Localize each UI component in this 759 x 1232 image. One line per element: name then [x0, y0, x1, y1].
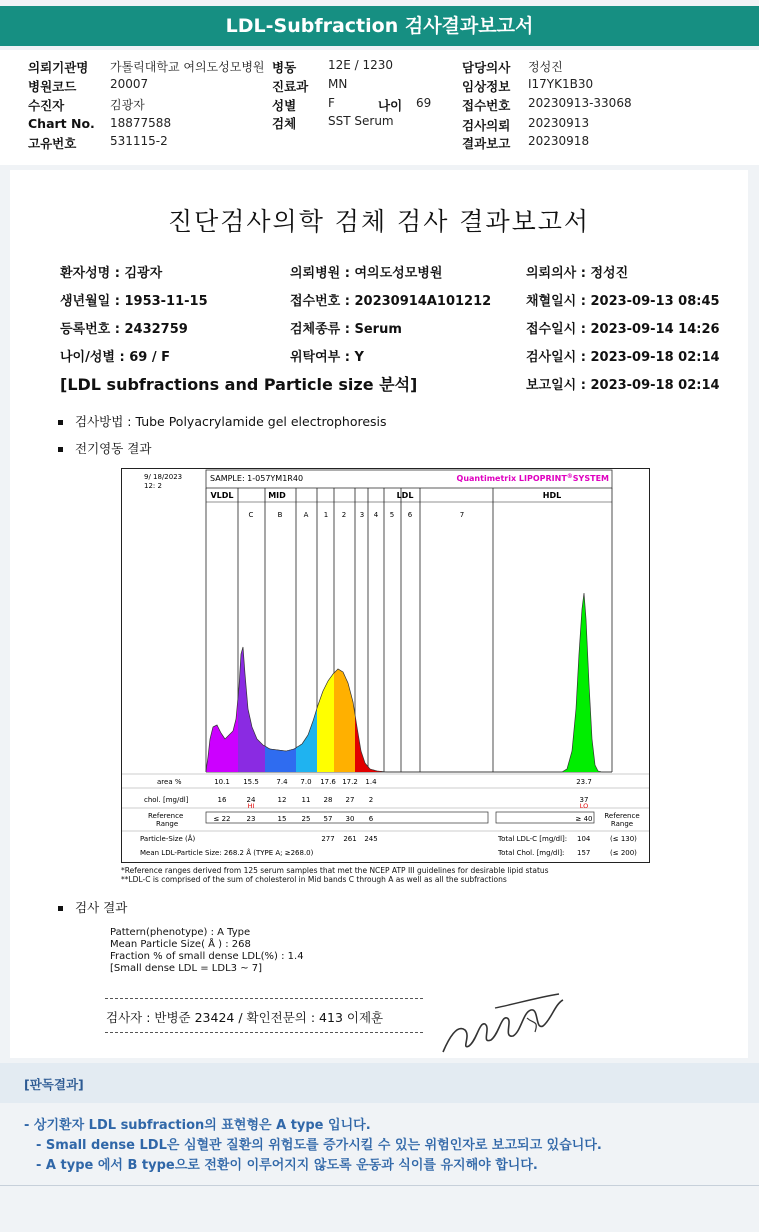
group-label: HDL	[542, 491, 562, 500]
ref-value: 6	[368, 815, 374, 823]
group-label: MID	[268, 491, 286, 500]
curve-fill-c	[238, 647, 265, 772]
footnote-1: *Reference ranges derived from 125 serum samples that met the NCEP ATP III guidelines for desirable lipid status	[121, 866, 549, 875]
brand-name: Quantimetrix LIPOPRINT	[456, 474, 567, 483]
chol-value: 12	[277, 796, 287, 804]
ref-right-label-1: Reference	[604, 812, 640, 820]
patient-field: 접수일시 : 2023-09-14 14:26	[526, 322, 720, 337]
ref-value-hdl: ≥ 40	[575, 815, 593, 823]
mean-size-text: Mean LDL-Particle Size: 268.2 Å (TYPE A; ≥268.0)	[140, 849, 314, 857]
info-label: 검체	[272, 116, 297, 131]
particle-size-value: 277	[321, 835, 335, 843]
request-info-panel	[0, 50, 759, 165]
info-value: I17YK1B30	[528, 77, 594, 91]
result-line: Fraction % of small dense LDL(%) : 1.4	[110, 951, 304, 962]
method-text: 검사방법 : Tube Polyacrylamide gel electrophoresis	[75, 414, 387, 429]
ref-row-label-1: Reference	[148, 812, 184, 820]
chol-value: 16	[217, 796, 227, 804]
group-label: VLDL	[210, 491, 234, 500]
info-value: F	[328, 96, 335, 110]
chart-date: 9/ 18/2023	[144, 473, 183, 481]
info-label: 임상정보	[462, 79, 511, 94]
chol-flag-hi: HI	[247, 802, 255, 810]
ref-value: 25	[301, 815, 311, 823]
area-value: 15.5	[243, 778, 259, 786]
info-label: Chart No.	[28, 116, 95, 131]
chart-time: 12: 2	[144, 482, 162, 490]
area-value: 17.6	[320, 778, 336, 786]
band-divider-lines	[206, 488, 612, 772]
info-label: 결과보고	[462, 136, 511, 151]
band-label: A	[303, 511, 309, 519]
electro-heading: 전기영동 결과	[75, 441, 152, 456]
ref-value: 23	[246, 815, 256, 823]
signature-stroke	[495, 994, 559, 1008]
interpretation-line: - Small dense LDL은 심혈관 질환의 위험도를 증가시킬 수 있는 위험인자로 보고되고 있습니다.	[36, 1138, 602, 1153]
info-label: 의뢰기관명	[28, 60, 89, 75]
total-ldl-label: Total LDL-C [mg/dl]:	[498, 835, 568, 843]
ref-value: 15	[277, 815, 287, 823]
patient-field: 접수번호 : 20230914A101212	[290, 294, 492, 309]
patient-field: 생년월일 : 1953-11-15	[60, 294, 208, 309]
signature-stroke	[443, 1000, 563, 1052]
patient-field: 채혈일시 : 2023-09-13 08:45	[526, 294, 720, 309]
bullet-dot	[58, 906, 63, 911]
band-label: C	[248, 511, 254, 519]
info-value: 김광자	[110, 98, 145, 112]
results-table	[122, 774, 649, 857]
result-line: [Small dense LDL = LDL3 ~ 7]	[110, 963, 263, 974]
report-title: LDL-Subfraction 검사결과보고서	[225, 15, 534, 37]
curve-fill-2	[334, 669, 355, 772]
patient-field: 나이/성별 : 69 / F	[60, 350, 171, 365]
band-label: 6	[407, 511, 413, 519]
area-value: 17.2	[342, 778, 358, 786]
electrophoresis-curves	[206, 593, 612, 772]
curve-outline	[206, 593, 612, 772]
area-value: 10.1	[214, 778, 230, 786]
patient-field: 검사일시 : 2023-09-18 02:14	[526, 350, 720, 365]
ref-value: 57	[323, 815, 333, 823]
total-chol-label: Total Chol. [mg/dl]:	[498, 849, 565, 857]
footnote-2: **LDL-C is comprised of the sum of cholesterol in Mid bands C through A as well as all the subfractions	[121, 875, 507, 884]
chol-value: 2	[368, 796, 374, 804]
patient-field: 의뢰의사 : 정성진	[526, 266, 629, 281]
patient-field: 의뢰병원 : 여의도성모병원	[290, 266, 443, 281]
chol-row-label: chol. [mg/dl]	[144, 796, 189, 804]
band-label: 2	[341, 511, 347, 519]
info-value: 69	[416, 96, 432, 110]
info-value: 정성진	[528, 60, 563, 74]
info-value: 20230918	[528, 134, 590, 148]
ref-value: 30	[345, 815, 355, 823]
result-heading-line	[58, 898, 127, 916]
interpretation-body	[0, 1105, 759, 1186]
info-label: 진료과	[272, 79, 309, 94]
method-line	[58, 412, 387, 430]
total-chol-range: (≤ 200)	[610, 849, 637, 857]
result-heading: 검사 결과	[75, 900, 128, 915]
band-label: 4	[373, 511, 379, 519]
sign-divider-bottom	[105, 1032, 423, 1033]
info-value: MN	[328, 77, 348, 91]
curve-fill-1	[317, 673, 334, 772]
patient-field: 보고일시 : 2023-09-18 02:14	[526, 378, 720, 393]
signature-stroke	[527, 1018, 536, 1032]
signature-image	[435, 990, 565, 1060]
patient-field: 위탁여부 : Y	[290, 350, 364, 365]
area-value: 7.4	[276, 778, 288, 786]
chol-value: 27	[345, 796, 355, 804]
info-value: 20230913	[528, 116, 590, 130]
chart-footnotes	[121, 866, 549, 884]
chol-flag-lo: LO	[579, 802, 589, 810]
curve-fill-3	[355, 715, 382, 773]
info-label: 고유번호	[28, 136, 77, 151]
total-ldl-value: 104	[577, 835, 591, 843]
info-label: 수진자	[28, 98, 65, 113]
info-label: 나이	[378, 98, 403, 113]
area-value-hdl: 23.7	[576, 778, 592, 786]
particle-size-label: Particle-Size (Å)	[140, 835, 196, 843]
analysis-subtitle: [LDL subfractions and Particle size 분석]	[60, 375, 418, 394]
chol-value: 24	[246, 796, 256, 804]
report-title-bar	[0, 6, 759, 46]
patient-field: 검체종류 : Serum	[290, 322, 402, 337]
result-line: Mean Particle Size( Å ) : 268	[110, 939, 251, 950]
info-label: 접수번호	[462, 98, 511, 113]
patient-field: 등록번호 : 2432759	[60, 322, 188, 337]
info-label: 성별	[272, 98, 297, 113]
patient-field: 환자성명 : 김광자	[60, 266, 163, 281]
ref-row-label-2: Range	[156, 820, 179, 828]
chart-sample: SAMPLE: 1-057YM1R40	[210, 474, 304, 483]
interpretation-title: [판독결과]	[24, 1077, 84, 1092]
band-label: 1	[323, 511, 329, 519]
info-label: 병원코드	[28, 79, 77, 94]
area-value: 7.0	[300, 778, 312, 786]
area-row-label: area %	[157, 778, 182, 786]
band-label: 7	[459, 511, 465, 519]
result-summary	[110, 927, 304, 975]
curve-fill-hdl	[552, 593, 612, 772]
ref-value: ≤ 22	[213, 815, 231, 823]
bullet-dot	[58, 420, 63, 425]
chol-value: 11	[301, 796, 311, 804]
result-line: Pattern(phenotype) : A Type	[110, 927, 251, 938]
chol-value: 28	[323, 796, 333, 804]
particle-size-value: 261	[343, 835, 357, 843]
info-label: 검사의뢰	[462, 118, 511, 133]
lipoprint-chart	[121, 468, 650, 863]
group-label: LDL	[396, 491, 414, 500]
info-value: 531115-2	[110, 134, 168, 148]
band-label: B	[277, 511, 283, 519]
total-chol-value: 157	[577, 849, 591, 857]
sign-divider-top	[105, 998, 423, 999]
interpretation-line: - 상기환자 LDL subfraction의 표현형은 A type 입니다.	[24, 1118, 371, 1133]
info-label: 담당의사	[462, 60, 511, 75]
bullet-dot	[58, 447, 63, 452]
brand-tail: SYSTEM	[572, 474, 609, 483]
particle-size-value: 245	[364, 835, 378, 843]
band-label: 5	[389, 511, 395, 519]
ref-right-label-2: Range	[610, 820, 634, 828]
interpretation-line: - A type 에서 B type으로 전환이 이루어지지 않도록 운동과 식이를 유지해야 합니다.	[36, 1158, 538, 1173]
area-value: 1.4	[365, 778, 377, 786]
info-value: SST Serum	[328, 114, 394, 128]
lipoprint-chart-svg	[122, 469, 649, 862]
info-value: 12E / 1230	[328, 58, 394, 72]
info-label: 병동	[272, 60, 297, 75]
info-value: 18877588	[110, 116, 172, 130]
chol-value-hdl: 37	[579, 796, 589, 804]
info-value: 가톨릭대학교 여의도성모병원	[110, 60, 265, 74]
signoff-text: 검사자 : 반병준 23424 / 확인전문의 : 413 이제훈	[106, 1010, 384, 1025]
info-value: 20007	[110, 77, 149, 91]
band-label: 3	[359, 511, 365, 519]
brand-sup: ®	[566, 473, 573, 480]
total-ldl-range: (≤ 130)	[610, 835, 637, 843]
chart-brand	[457, 473, 610, 483]
info-value: 20230913-33068	[528, 96, 632, 110]
sheet-title: 진단검사의학 검체 검사 결과보고서	[167, 207, 591, 236]
interpretation-header	[0, 1063, 759, 1103]
lab-report-sheet	[10, 170, 748, 1058]
band-labels	[210, 491, 561, 519]
electro-heading-line	[58, 439, 151, 457]
